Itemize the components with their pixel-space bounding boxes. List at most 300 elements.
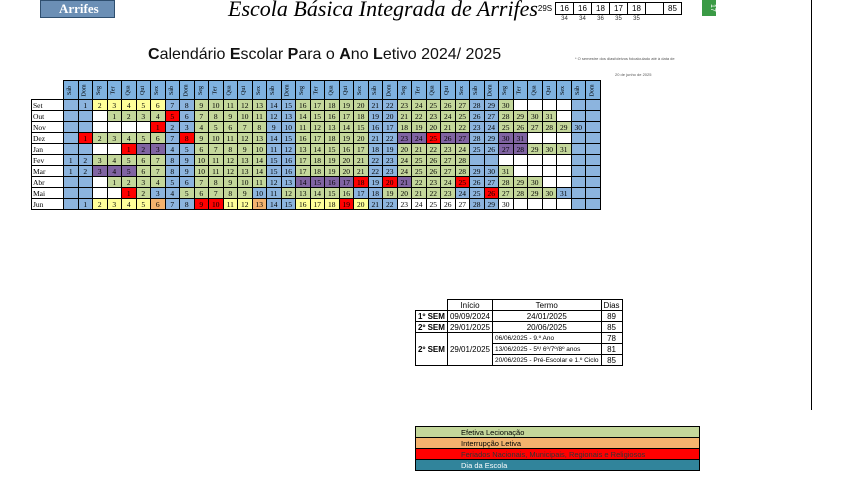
legend-item: Efetiva Lecionação [416,427,700,438]
day-cell: 22 [412,177,427,188]
day-cell: 8 [223,188,238,199]
day-cell: 18 [368,188,383,199]
end-date: 13/06/2025 [494,345,528,353]
weekday-header-label: Sex [458,85,465,95]
day-cell: 18 [310,166,325,177]
day-cell: 27 [441,166,456,177]
semester-corner-cell [416,300,448,311]
weekday-header [122,81,137,100]
day-cell [571,111,586,122]
day-cell: 23 [383,166,398,177]
day-cell [557,133,572,144]
day-cell: 20 [397,188,412,199]
day-cell: 23 [397,133,412,144]
day-cell: 19 [383,144,398,155]
calendar-title-part: C [148,46,160,63]
day-cell: 11 [252,177,267,188]
day-cell [513,199,528,210]
day-cell: 25 [499,122,514,133]
day-cell: 11 [223,133,238,144]
top-summary-value: 17 [610,3,628,15]
semester-end-detail [492,344,601,355]
day-cell: 12 [267,177,282,188]
calendar-title-part: E [229,46,241,63]
day-cell: 13 [252,100,267,111]
day-cell: 17 [310,133,325,144]
weekday-header [441,81,456,100]
weekday-header [499,81,514,100]
day-cell: 5 [136,199,151,210]
day-cell: 4 [165,144,180,155]
semester-days: 78 [601,333,622,344]
day-cell: 25 [470,188,485,199]
end-description: - Pré-Escolar e 1.º Ciclo [529,356,599,364]
month-label: Nov [32,122,64,133]
day-cell: 24 [397,155,412,166]
weekday-header [470,81,485,100]
day-cell: 27 [484,111,499,122]
day-cell: 21 [354,166,369,177]
day-cell: 4 [194,122,209,133]
day-cell [107,122,122,133]
day-cell: 25 [426,133,441,144]
semester-start: 09/09/2024 [447,311,492,322]
day-cell: 30 [484,166,499,177]
day-cell: 3 [93,166,108,177]
day-cell: 25 [412,155,427,166]
day-cell: 19 [412,122,427,133]
day-cell: 26 [441,199,456,210]
day-cell: 24 [455,188,470,199]
day-cell: 9 [194,133,209,144]
day-cell: 2 [136,144,151,155]
day-cell: 22 [368,155,383,166]
day-cell [542,133,557,144]
day-cell: 26 [426,166,441,177]
day-cell: 18 [368,144,383,155]
day-cell [586,166,601,177]
day-cell: 16 [339,188,354,199]
weekday-header [426,81,441,100]
day-cell: 30 [499,199,514,210]
day-cell: 2 [93,199,108,210]
day-cell: 26 [484,188,499,199]
weekday-header [484,81,499,100]
weekday-header [296,81,311,100]
weekday-header-label: Sáb [67,85,74,95]
weekday-header [310,81,325,100]
day-cell: 15 [325,144,340,155]
day-cell: 9 [194,100,209,111]
day-cell: 31 [557,144,572,155]
weekday-header-label: Sex [154,85,161,95]
day-cell [136,122,151,133]
month-label: Abr [32,177,64,188]
day-cell: 14 [252,155,267,166]
day-cell: 16 [281,166,296,177]
weekday-header-label: Dom [386,84,393,96]
day-cell: 12 [310,122,325,133]
month-row [32,122,601,133]
day-cell: 11 [209,155,224,166]
day-cell [93,122,108,133]
day-cell: 7 [209,144,224,155]
day-cell: 13 [252,133,267,144]
month-row [32,144,601,155]
day-cell [571,144,586,155]
day-cell [542,199,557,210]
day-cell: 10 [209,100,224,111]
day-cell: 7 [194,177,209,188]
day-cell [557,166,572,177]
day-cell: 3 [107,199,122,210]
top-summary-value: 16 [556,3,574,15]
weekday-header-label: Qui [444,85,451,95]
day-cell: 25 [470,144,485,155]
semester-days: 85 [601,322,622,333]
day-cell: 8 [165,155,180,166]
day-cell: 4 [122,199,137,210]
day-cell: 12 [223,155,238,166]
day-cell [557,100,572,111]
top-summary-box [535,2,682,23]
semester-label: 2º SEM [416,333,448,366]
day-cell [586,155,601,166]
top-summary-value: 18 [592,3,610,15]
weekday-header-label: Seg [197,85,204,95]
calendar-title-part: P [287,46,299,63]
day-cell: 22 [383,100,398,111]
day-cell: 24 [412,199,427,210]
weekday-header-label: Ter [110,86,117,94]
day-cell: 10 [238,111,253,122]
weekday-header-label: Sex [255,85,262,95]
day-cell: 26 [441,133,456,144]
semester-days: 85 [601,355,622,366]
day-cell: 6 [180,177,195,188]
day-cell: 30 [542,144,557,155]
day-cell [571,199,586,210]
day-cell: 12 [238,133,253,144]
day-cell: 19 [339,199,354,210]
day-cell [542,155,557,166]
day-cell: 27 [484,177,499,188]
day-cell: 17 [339,111,354,122]
day-cell: 12 [281,144,296,155]
day-cell: 1 [78,133,93,144]
day-cell: 8 [209,111,224,122]
day-cell: 22 [383,133,398,144]
day-cell: 27 [455,133,470,144]
day-cell: 2 [122,111,137,122]
semester-end: 20/06/2025 [492,322,601,333]
day-cell: 5 [165,177,180,188]
day-cell: 18 [325,133,340,144]
school-logo: Arrifes [40,0,115,18]
weekday-header-label: Seg [299,85,306,95]
semester-table [415,299,623,366]
day-cell: 10 [238,177,253,188]
day-cell: 14 [267,100,282,111]
day-cell: 4 [151,177,166,188]
day-cell [93,188,108,199]
day-cell [586,199,601,210]
weekday-header [368,81,383,100]
day-cell: 10 [281,122,296,133]
legend-item: Interrupção Letiva [416,438,700,449]
month-label: Mar [32,166,64,177]
day-cell [571,188,586,199]
day-cell: 2 [78,155,93,166]
day-cell: 16 [325,177,340,188]
day-cell [557,177,572,188]
day-cell: 6 [136,155,151,166]
semester-end: 24/01/2025 [492,311,601,322]
day-cell: 15 [325,188,340,199]
day-cell: 4 [107,166,122,177]
day-cell: 12 [223,166,238,177]
day-cell: 24 [412,133,427,144]
day-cell: 25 [455,177,470,188]
day-cell: 7 [238,122,253,133]
day-cell: 23 [426,111,441,122]
day-cell: 7 [165,199,180,210]
day-cell [528,199,543,210]
end-date: 06/06/2025 [494,334,528,342]
day-cell [107,188,122,199]
page-border-line [811,0,812,410]
day-cell: 4 [151,111,166,122]
day-cell: 27 [455,199,470,210]
semester-start: 29/01/2025 [447,333,492,366]
day-cell: 4 [122,100,137,111]
month-row [32,188,601,199]
day-cell: 25 [412,166,427,177]
day-cell: 20 [339,155,354,166]
weekday-header-label: Sáb [270,85,277,95]
day-cell [571,177,586,188]
weekday-header-label: Sex [560,85,567,95]
semester-days: 81 [601,344,622,355]
day-cell: 3 [107,133,122,144]
color-legend [415,426,700,471]
day-cell: 15 [281,133,296,144]
day-cell: 2 [165,122,180,133]
semester-label: 2º SEM [416,322,448,333]
day-cell: 22 [426,144,441,155]
semester-column-header: Início [447,300,492,311]
weekday-header [107,81,122,100]
weekday-header [151,81,166,100]
month-label: Jan [32,144,64,155]
day-cell: 30 [542,188,557,199]
day-cell [557,155,572,166]
day-cell: 21 [441,122,456,133]
day-cell: 19 [368,111,383,122]
semester-label: 1º SEM [416,311,448,322]
day-cell: 7 [151,166,166,177]
day-cell: 12 [267,111,282,122]
day-cell: 3 [93,155,108,166]
month-row [32,100,601,111]
day-cell: 6 [136,166,151,177]
day-cell: 21 [368,199,383,210]
day-cell: 31 [557,188,572,199]
weekday-header-label: Qui [241,85,248,95]
day-cell: 28 [455,155,470,166]
weekday-header-label: Seg [400,85,407,95]
day-cell: 16 [368,122,383,133]
school-calendar-grid [31,80,601,210]
day-cell: 12 [281,188,296,199]
weekday-header [528,81,543,100]
day-cell: 27 [441,155,456,166]
day-cell: 5 [165,111,180,122]
day-cell: 27 [499,144,514,155]
day-cell: 8 [180,133,195,144]
day-cell: 20 [426,122,441,133]
day-cell: 11 [223,100,238,111]
day-cell: 15 [310,177,325,188]
day-cell: 30 [528,177,543,188]
day-cell: 10 [209,133,224,144]
day-cell: 12 [238,100,253,111]
weekday-header-label: Qua [125,85,132,95]
day-cell: 28 [455,166,470,177]
day-cell: 11 [267,188,282,199]
day-cell: 25 [426,100,441,111]
day-cell: 29 [470,166,485,177]
day-cell: 17 [383,122,398,133]
calendar-title-part: no [350,46,374,63]
day-cell: 5 [180,188,195,199]
day-cell [586,133,601,144]
day-cell: 1 [122,188,137,199]
day-cell: 5 [180,144,195,155]
day-cell: 24 [441,177,456,188]
day-cell: 11 [267,144,282,155]
day-cell [93,177,108,188]
day-cell: 3 [151,144,166,155]
day-cell: 1 [107,177,122,188]
end-date: 20/06/2025 [494,356,528,364]
day-cell: 20 [339,166,354,177]
weekday-header-label: Qui [139,85,146,95]
weekday-header [209,81,224,100]
day-cell: 18 [397,122,412,133]
top-row-label: 29S [537,4,553,13]
top-week-number: 34 [561,16,568,22]
day-cell: 28 [542,122,557,133]
day-cell: 6 [194,188,209,199]
calendar-title-part: scolar [240,46,288,63]
day-cell: 14 [296,177,311,188]
school-name: Escola Básica Integrada de Arrifes [228,0,538,21]
month-label: Fev [32,155,64,166]
weekday-header-label: Ter [415,86,422,94]
day-cell: 27 [499,188,514,199]
day-cell [528,133,543,144]
semester-column-header: Termo [492,300,601,311]
day-cell [78,122,93,133]
green-marker: 17 [702,0,716,16]
weekday-header-label: Qua [429,85,436,95]
day-cell: 15 [281,199,296,210]
day-cell: 19 [383,188,398,199]
day-cell: 13 [296,144,311,155]
day-cell: 17 [296,166,311,177]
day-cell [470,155,485,166]
day-cell: 16 [296,100,311,111]
day-cell [64,100,79,111]
day-cell: 8 [180,199,195,210]
end-description: - 5º/ 6º/7º/8º anos [529,345,581,353]
day-cell: 15 [267,166,282,177]
semester-end-detail [492,355,601,366]
day-cell: 14 [310,188,325,199]
day-cell: 2 [136,188,151,199]
day-cell: 29 [513,177,528,188]
semester-days: 89 [601,311,622,322]
day-cell: 22 [368,166,383,177]
day-cell: 17 [296,155,311,166]
day-cell [528,155,543,166]
day-cell [586,122,601,133]
day-cell: 18 [310,155,325,166]
weekday-header [165,81,180,100]
day-cell [586,111,601,122]
month-label: Mai [32,188,64,199]
day-cell: 30 [571,122,586,133]
top-week-number: 34 [579,16,586,22]
legend-item: Dia da Escola [416,460,700,471]
weekday-header-label: Seg [96,85,103,95]
day-cell: 6 [180,111,195,122]
legend-item: Feriados Nacionais, Municipais, Regionais e Religiosos [416,449,700,460]
day-cell: 6 [151,100,166,111]
day-cell [78,188,93,199]
day-cell: 14 [267,133,282,144]
day-cell: 28 [470,133,485,144]
day-cell: 8 [165,166,180,177]
day-cell: 19 [325,166,340,177]
weekday-header [557,81,572,100]
calendar-title-part: L [373,46,383,63]
day-cell: 16 [296,199,311,210]
day-cell: 4 [122,133,137,144]
day-cell: 2 [78,166,93,177]
day-cell [64,122,79,133]
day-cell [64,144,79,155]
day-cell: 22 [412,111,427,122]
top-summary-value: 85 [664,3,682,15]
day-cell: 12 [238,199,253,210]
day-cell: 9 [180,166,195,177]
day-cell: 21 [368,133,383,144]
day-cell: 31 [542,111,557,122]
day-cell [78,144,93,155]
day-cell: 16 [281,155,296,166]
day-cell: 3 [136,177,151,188]
top-summary-value: 16 [574,3,592,15]
day-cell: 3 [151,188,166,199]
day-cell: 29 [513,111,528,122]
day-cell: 24 [397,166,412,177]
day-cell: 16 [296,133,311,144]
weekday-header [93,81,108,100]
day-cell: 3 [136,111,151,122]
weekday-header-label: Sáb [574,85,581,95]
